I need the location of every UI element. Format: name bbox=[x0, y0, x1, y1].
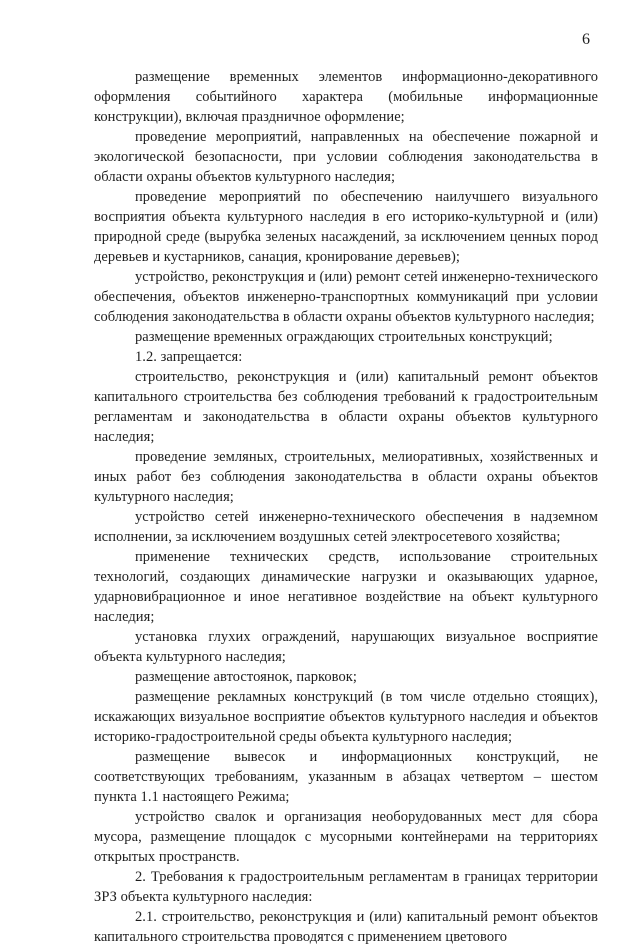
paragraph: размещение вывесок и информационных конструкций, не соответствующих требованиям, указанным в абзацах четвертом – шестом пункта 1.1 настоящего Режима; bbox=[94, 749, 598, 805]
document-body bbox=[94, 67, 598, 947]
paragraph: применение технических средств, использование строительных технологий, создающих динамические нагрузки и оказывающих ударное, ударновибрационное и иное негативное воздействие на объект культурного наследия; bbox=[94, 549, 598, 625]
section-heading: 2. Требования к градостроительным регламентам в границах территории ЗРЗ объекта культурного наследия: bbox=[94, 869, 598, 905]
section-heading: 1.2. запрещается: bbox=[135, 349, 243, 365]
page-number: 6 bbox=[582, 31, 590, 48]
paragraph: устройство, реконструкция и (или) ремонт сетей инженерно-технического обеспечения, объектов инженерно-транспортных коммуникаций при условии соблюдения законодательства в области охраны объектов культурного наследия; bbox=[94, 269, 598, 325]
paragraph: строительство, реконструкция и (или) капитальный ремонт объектов капитального строительства без соблюдения требований к градостроительным регламентам и законодательства в области охраны объектов культурного наследия; bbox=[94, 369, 598, 445]
paragraph: проведение земляных, строительных, мелиоративных, хозяйственных и иных работ без соблюдения законодательства в области охраны объектов культурного наследия; bbox=[94, 449, 598, 505]
paragraph: проведение мероприятий по обеспечению наилучшего визуального восприятия объекта культурного наследия в его историко-культурной и (или) природной среде (вырубка зеленых насаждений, за исключением ценных пород деревьев и кустарников, санация, кронирование деревьев); bbox=[94, 189, 598, 265]
paragraph: размещение временных ограждающих строительных конструкций; bbox=[135, 329, 553, 345]
paragraph: проведение мероприятий, направленных на обеспечение пожарной и экологической безопасности, при условии соблюдения законодательства в области охраны объектов культурного наследия; bbox=[94, 129, 598, 185]
paragraph: размещение временных элементов информационно-декоративного оформления событийного характера (мобильные информационные конструкции), включая праздничное оформление; bbox=[94, 69, 598, 125]
paragraph: 2.1. строительство, реконструкция и (или) капитальный ремонт объектов капитального строительства проводятся с применением цветового bbox=[94, 909, 598, 945]
paragraph: размещение рекламных конструкций (в том числе отдельно стоящих), искажающих визуальное восприятие объектов культурного наследия и объектов историко-градостроительной среды объекта культурного наследия; bbox=[94, 689, 598, 745]
paragraph: размещение автостоянок, парковок; bbox=[135, 669, 357, 685]
paragraph: установка глухих ограждений, нарушающих визуальное восприятие объекта культурного наследия; bbox=[94, 629, 598, 665]
paragraph: устройство сетей инженерно-технического обеспечения в надземном исполнении, за исключением воздушных сетей электросетевого хозяйства; bbox=[94, 509, 598, 545]
paragraph: устройство свалок и организация необорудованных мест для сбора мусора, размещение площадок с мусорными контейнерами на территориях открытых пространств. bbox=[94, 809, 598, 865]
